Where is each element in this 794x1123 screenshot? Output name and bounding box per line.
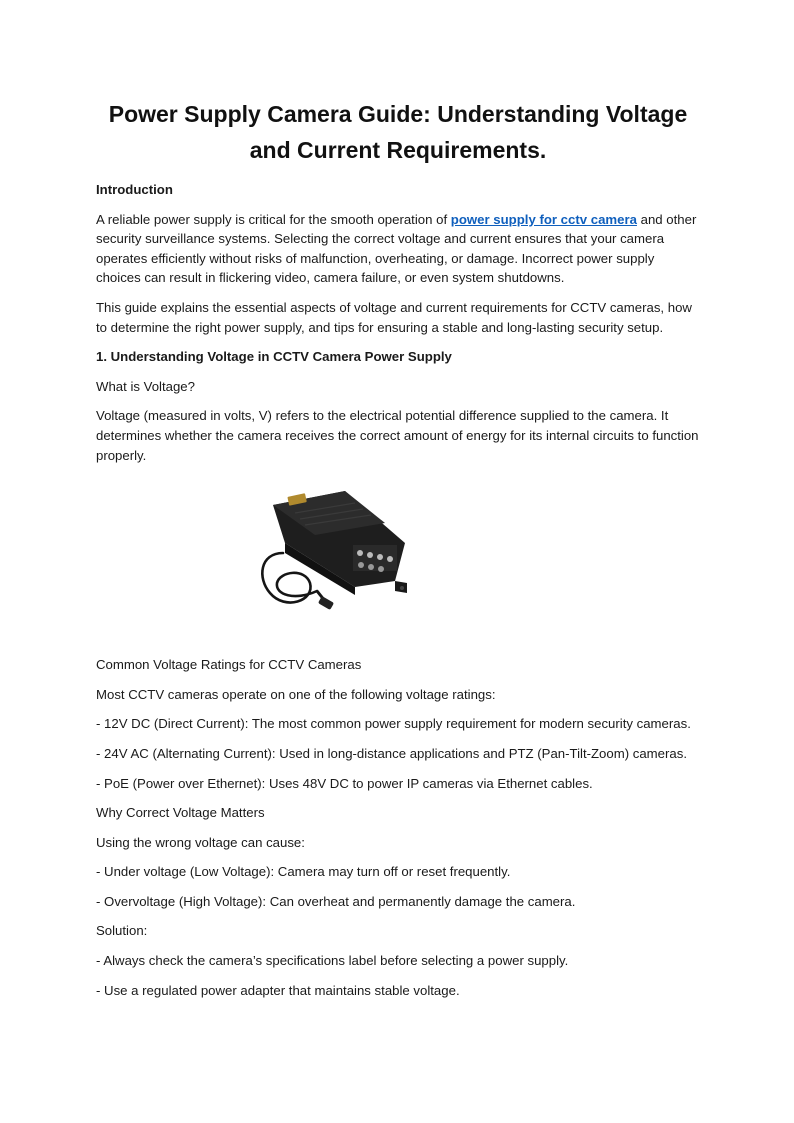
intro-paragraph-1	[96, 210, 700, 288]
intro-heading: Introduction	[96, 182, 173, 197]
over-voltage: - Overvoltage (High Voltage): Can overheat and permanently damage the camera.	[96, 893, 576, 909]
rating-poe: - PoE (Power over Ethernet): Uses 48V DC to power IP cameras via Ethernet cables.	[96, 775, 593, 791]
power-supply-image	[255, 483, 410, 625]
intro-paragraph-2: This guide explains the essential aspects of voltage and current requirements for CCTV cameras, how to determine the right power supply, and tips for ensuring a stable and long-lasting security setup.	[96, 299, 692, 335]
solution-1: - Always check the camera’s specifications label before selecting a power supply.	[96, 953, 569, 969]
page-title: Power Supply Camera Guide: Understanding Voltage and Current Requirements.	[108, 101, 688, 163]
section-1-heading: 1. Understanding Voltage in CCTV Camera Power Supply	[96, 349, 452, 365]
intro-p1-before: A reliable power supply is critical for the smooth operation of	[96, 211, 451, 227]
power-supply-link[interactable]: power supply for cctv camera	[450, 211, 637, 227]
rating-12v: - 12V DC (Direct Current): The most common power supply requirement for modern security cameras.	[96, 716, 691, 732]
solution-2: - Use a regulated power adapter that maintains stable voltage.	[96, 982, 460, 998]
why-heading: Why Correct Voltage Matters	[96, 805, 265, 821]
intro-p1-after: and other security surveillance systems. Selecting the correct voltage and current ensures that your camera operates efficiently without risks of malfunction, overheating, or damage. Incorrect power supply choices can result in flickering video, camera failure, or even system shutdowns.	[96, 211, 697, 286]
voltage-definition: Voltage (measured in volts, V) refers to the electrical potential difference supplied to the camera. It determines whether the camera receives the correct amount of energy for its internal circuits to function properly.	[96, 408, 699, 463]
rating-24v: - 24V AC (Alternating Current): Used in long-distance applications and PTZ (Pan-Tilt-Zoom) cameras.	[96, 745, 687, 761]
common-ratings-intro: Most CCTV cameras operate on one of the following voltage ratings:	[96, 686, 496, 702]
common-ratings-heading: Common Voltage Ratings for CCTV Cameras	[96, 657, 362, 673]
under-voltage: - Under voltage (Low Voltage): Camera may turn off or reset frequently.	[96, 864, 511, 880]
why-intro: Using the wrong voltage can cause:	[96, 834, 305, 850]
solution-heading: Solution:	[96, 923, 148, 939]
what-is-voltage: What is Voltage?	[96, 378, 195, 394]
